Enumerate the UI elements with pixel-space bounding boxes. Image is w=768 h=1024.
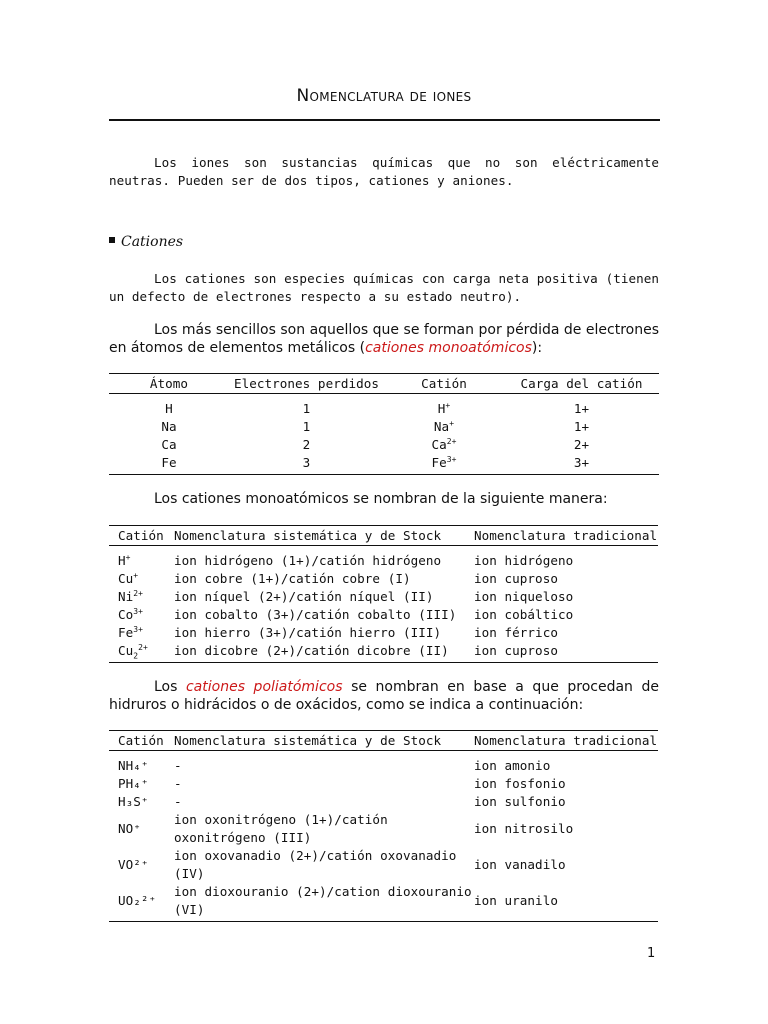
- cationes-monoatomicos-term: cationes monoatómicos: [365, 340, 532, 356]
- title-rule: [109, 119, 660, 121]
- header-sistematica: Nomenclatura sistemática y de Stock: [174, 526, 474, 546]
- table-row: Ca 2 $Ca^{2+}$ 2+: [161, 436, 590, 452]
- cationes-text: Los cationes son especies químicas con carga neta positiva (tienen un defecto de electrones respecto a su estado neutro).: [109, 271, 659, 304]
- section-heading-cationes: Cationes: [109, 234, 183, 250]
- cationes-poliatomicos-term: cationes poliatómicos: [185, 679, 343, 695]
- table-row: Cu+ ion cobre (1+)/catión cobre (I) ion cuproso: [118, 570, 558, 586]
- page-title: Nomenclatura de iones: [296, 86, 472, 106]
- table-row: NO⁺ ion oxonitrógeno (1+)/catión oxonitrógeno (III) ion nitrosilo: [118, 812, 574, 845]
- table-row: $Fe^{3+}$ ion hierro (3+)/catión hierro (III) ion férrico: [118, 624, 558, 640]
- table-row: $Ni^{2+}$ ion níquel (2+)/catión níquel (II) ion niqueloso: [118, 588, 574, 604]
- header-sistematica: Nomenclatura sistemática y de Stock: [174, 731, 474, 751]
- table-row: Fe 3 $Fe^{3+}$ 3+: [109, 454, 659, 475]
- table-row: UO₂²⁺ ion dioxouranio (2+)/cation dioxouranio (VI) ion uranilo: [109, 883, 658, 922]
- atom-cation-table: [109, 373, 659, 475]
- table-row: $Cu_2^{2+}$ ion dicobre (2+)/catión dicobre (II) ion cuproso: [109, 642, 658, 663]
- header-tradicional: Nomenclatura tradicional: [474, 731, 658, 751]
- table-row: PH₄⁺ - ion fosfonio: [118, 776, 566, 791]
- cationes-paragraph: [109, 270, 659, 306]
- sencillos-paragraph: Los más sencillos son aquellos que se forman por pérdida de electrones en átomos de elementos metálicos (cationes monoatómicos):: [109, 322, 659, 356]
- table-row: Na 1 Na+ 1+: [161, 418, 590, 434]
- table-row: VO²⁺ ion oxovanadio (2+)/catión oxovanadio (IV) ion vanadilo: [118, 848, 566, 881]
- table-header-row: [109, 731, 658, 751]
- header-cation: Catión: [109, 731, 174, 751]
- header-cation: Catión: [109, 526, 174, 546]
- square-bullet-icon: [109, 237, 115, 243]
- table-row: H+ ion hidrógeno (1+)/catión hidrógeno ion hidrógeno: [118, 552, 574, 568]
- header-cation: Catión: [384, 374, 504, 394]
- table-row: H₃S⁺ - ion sulfonio: [118, 794, 566, 809]
- table-row: NH₄⁺ - ion amonio: [118, 758, 551, 773]
- table-header-row: [109, 374, 659, 394]
- header-tradicional: Nomenclatura tradicional: [474, 526, 658, 546]
- table-header-row: [109, 526, 658, 546]
- table-row: H 1 H+ 1+: [165, 400, 590, 416]
- header-electrones: Electrones perdidos: [229, 374, 384, 394]
- intro-text: Los iones son sustancias químicas que no son eléctricamente neutras. Pueden ser de dos tipos, cationes y aniones.: [109, 155, 659, 188]
- monoatomicos-paragraph: Los cationes monoatómicos se nombran de la siguiente manera:: [154, 491, 608, 507]
- polyatomic-nomenclature-table: [109, 730, 658, 922]
- header-atomo: Átomo: [109, 374, 229, 394]
- header-carga: Carga del catión: [504, 374, 659, 394]
- table-row: $Co^{3+}$ ion cobalto (3+)/catión cobalto (III) ion cobáltico: [118, 606, 574, 622]
- poliatomicos-paragraph: Los cationes poliatómicos se nombran en base a que procedan de hidruros o hidrácidos o de oxácidos, como se indica a continuación:: [109, 679, 659, 713]
- monoatomic-nomenclature-table: [109, 525, 658, 663]
- page-number: 1: [647, 946, 656, 961]
- intro-paragraph: [109, 154, 659, 190]
